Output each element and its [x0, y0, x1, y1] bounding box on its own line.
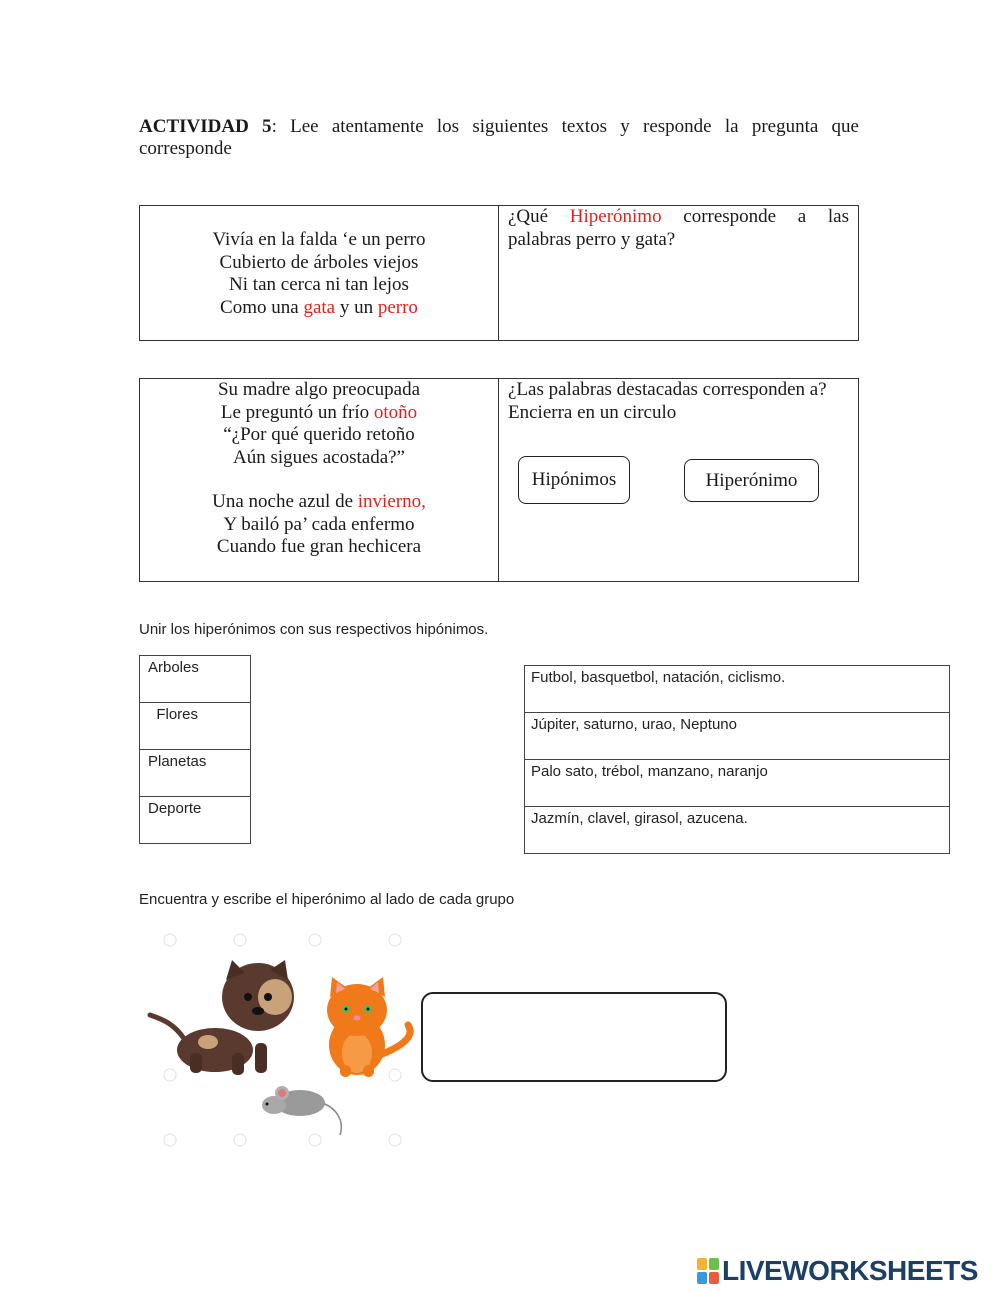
mouse-icon: [262, 1086, 341, 1135]
hypernym-item[interactable]: [140, 750, 251, 797]
hyponym-item[interactable]: [525, 807, 950, 854]
logo-mark-square: [697, 1272, 707, 1284]
liveworksheets-logo: [697, 1256, 978, 1286]
hyponym-item[interactable]: [525, 666, 950, 713]
poem-line: [140, 297, 498, 320]
find-heading: Encuentra y escribe el hiperónimo al lado de cada grupo: [139, 891, 515, 908]
hyponym-label: Palo sato, trébol, manzano, naranjo: [531, 763, 768, 780]
logo-mark-square: [709, 1272, 719, 1284]
hypernym-label: Planetas: [148, 753, 207, 770]
match-heading: Unir los hiperónimos con sus respectivos hipónimos.: [139, 621, 489, 638]
dog-icon: [150, 960, 294, 1075]
hypernym-label: Deporte: [148, 800, 202, 817]
logo-mark-square: [697, 1258, 707, 1270]
poem-line: Cuando fue gran hechicera: [216, 536, 422, 557]
question-text: ¿Las palabras destacadas corresponden a?: [508, 379, 827, 400]
poem-line: Y bailó pa’ cada enfermo: [223, 513, 415, 535]
activity-instruction: [139, 116, 859, 160]
poem-1: [140, 206, 499, 341]
activity-label: ACTIVIDAD 5: [139, 116, 272, 137]
hypernym-label: Arboles: [148, 659, 199, 676]
poem-text: Como una: [220, 296, 304, 318]
logo-mark-square: [709, 1258, 719, 1270]
poem-line: Vivía en la falda ‘e un perro: [212, 229, 426, 250]
hyponym-list: [524, 665, 950, 854]
hyponym-label: Júpiter, saturno, urao, Neptuno: [531, 716, 737, 733]
highlight-word: Hiperónimo: [569, 206, 662, 227]
hypernym-item[interactable]: [140, 703, 251, 750]
answer-input-box[interactable]: [421, 992, 727, 1082]
poem-table-1: [139, 205, 859, 341]
hyponym-item[interactable]: [525, 760, 950, 807]
logo-text: LIVEWORKSHEETS: [722, 1255, 978, 1286]
highlight-word: invierno,: [357, 491, 426, 512]
poem-line: Su madre algo preocupada: [217, 379, 421, 400]
poem-line: [140, 402, 498, 425]
question-text: Encierra en un circulo: [508, 401, 677, 423]
highlight-word: perro: [377, 296, 418, 318]
highlight-word: gata: [303, 296, 336, 318]
poem-text: Una noche azul de: [212, 491, 358, 512]
poem-2: [140, 379, 499, 582]
hypernym-item[interactable]: [140, 797, 251, 844]
hypernym-list: [139, 655, 251, 844]
hyponym-item[interactable]: [525, 713, 950, 760]
poem-line: “¿Por qué querido retoño: [223, 424, 415, 445]
poem-text: Le preguntó un frío: [220, 401, 374, 423]
question-suffix: corresponde a las palabras perro y gata?: [508, 206, 849, 250]
animals-illustration: [140, 925, 420, 1165]
activity-instruction-text: : Lee atentamente los siguientes textos y responde la pregunta que corresponde: [139, 116, 859, 159]
stanza-gap: [140, 469, 498, 491]
hypernym-item[interactable]: [140, 656, 251, 703]
option-hiponimos-button[interactable]: Hipónimos: [518, 456, 630, 504]
question-1: [499, 206, 859, 341]
question-text: [508, 206, 849, 251]
poem-line: Cubierto de árboles viejos: [219, 251, 419, 273]
highlight-word: otoño: [373, 401, 418, 423]
hyponym-label: Futbol, basquetbol, natación, ciclismo.: [531, 669, 786, 686]
poem-line: Ni tan cerca ni tan lejos: [229, 274, 409, 295]
poem-text: y un: [335, 296, 378, 318]
logo-mark-icon: [697, 1258, 719, 1284]
poem-line: [140, 491, 498, 514]
cat-icon: [327, 977, 410, 1077]
hyponym-label: Jazmín, clavel, girasol, azucena.: [531, 810, 748, 827]
question-prefix: ¿Qué: [508, 206, 570, 227]
poem-line: Aún sigues acostada?”: [233, 446, 405, 468]
hypernym-label: Flores: [148, 706, 199, 723]
option-hiperonimo-button[interactable]: Hiperónimo: [684, 459, 819, 502]
